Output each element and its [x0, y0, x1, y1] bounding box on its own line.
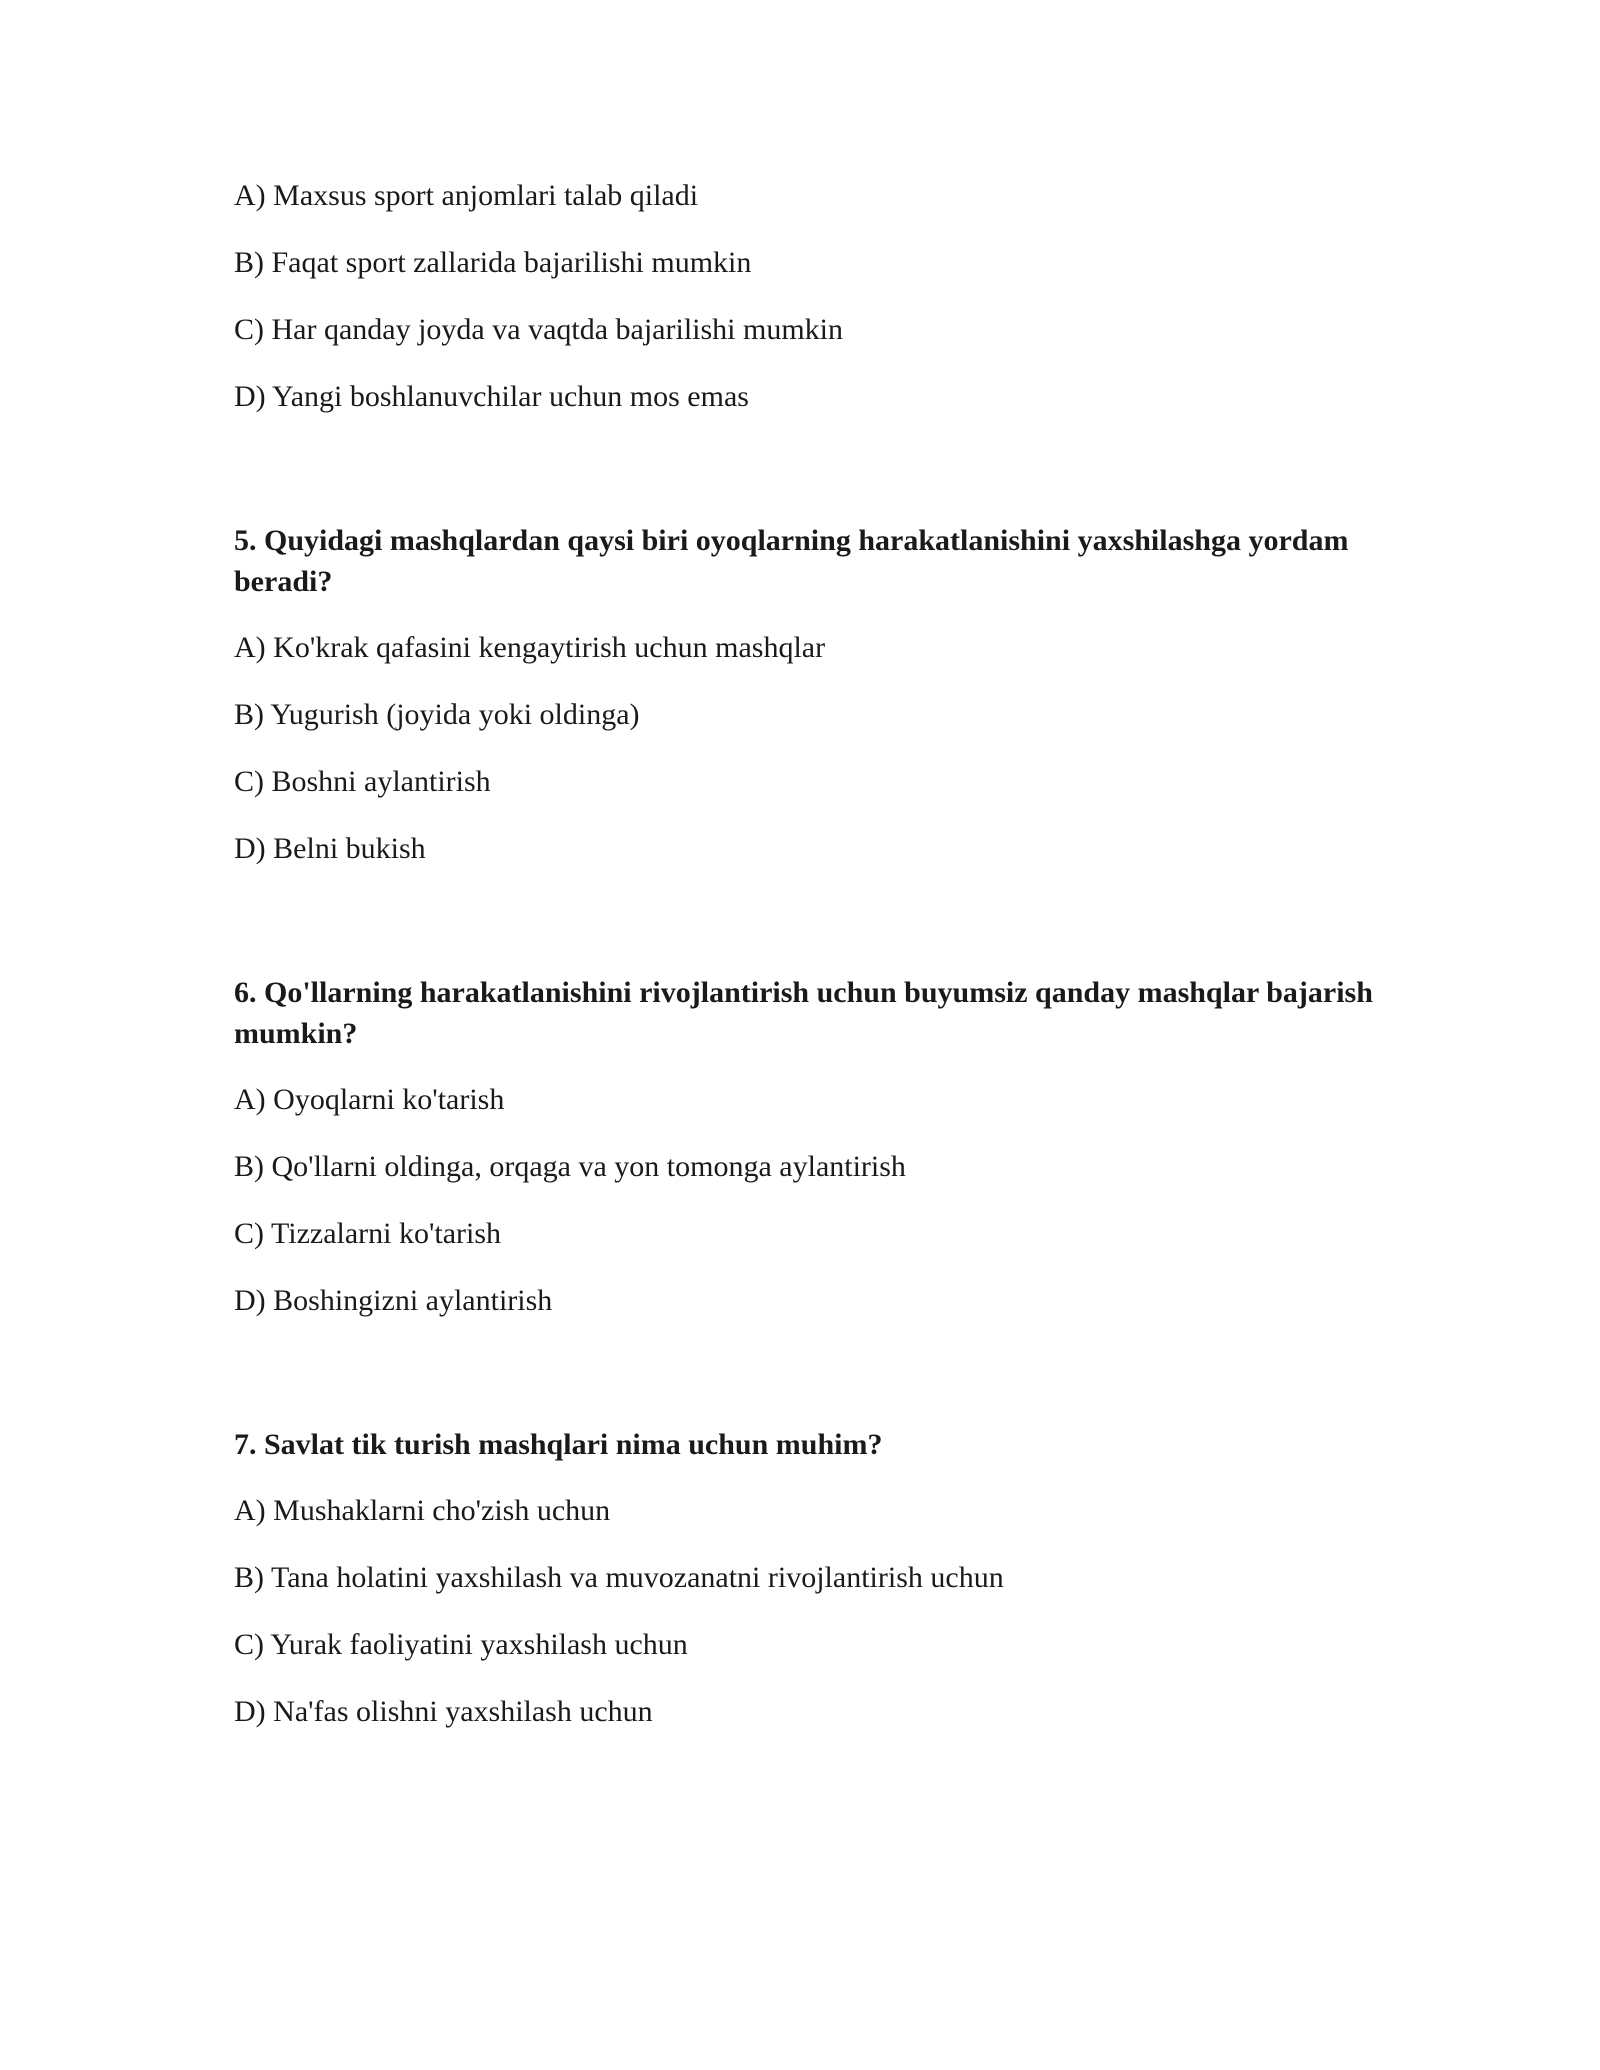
option-a: A) Ko'krak qafasini kengaytirish uchun mashqlar: [234, 631, 826, 664]
option-a: A) Oyoqlarni ko'tarish: [234, 1083, 505, 1116]
spacer: [234, 1348, 1374, 1424]
option-d: D) Belni bukish: [234, 832, 426, 865]
quiz-content: [234, 176, 1374, 1759]
question-6-text: 6. Qo'llarning harakatlanishini rivojlantirish uchun buyumsiz qanday mashqlar bajarish mumkin?: [234, 976, 1373, 1050]
option-d: D) Boshingizni aylantirish: [234, 1284, 553, 1317]
option-b: B) Tana holatini yaxshilash va muvozanatni rivojlantirish uchun: [234, 1561, 1004, 1594]
option-b: B) Faqat sport zallarida bajarilishi mumkin: [234, 246, 752, 279]
option-b: B) Yugurish (joyida yoki oldinga): [234, 698, 640, 731]
option-b: B) Qo'llarni oldinga, orqaga va yon tomonga aylantirish: [234, 1150, 906, 1183]
question-block-4-options: [234, 176, 1374, 417]
question-block-5: [234, 520, 1374, 869]
spacer: [234, 444, 1374, 520]
question-7-text: 7. Savlat tik turish mashqlari nima uchun muhim?: [234, 1428, 883, 1461]
option-a: A) Mushaklarni cho'zish uchun: [234, 1494, 611, 1527]
option-c: C) Tizzalarni ko'tarish: [234, 1217, 502, 1250]
option-c: C) Boshni aylantirish: [234, 765, 491, 798]
question-5-text: 5. Quyidagi mashqlardan qaysi biri oyoqlarning harakatlanishini yaxshilashga yordam beradi?: [234, 524, 1349, 598]
question-block-6: [234, 972, 1374, 1321]
option-c: C) Yurak faoliyatini yaxshilash uchun: [234, 1628, 688, 1661]
option-d: D) Yangi boshlanuvchilar uchun mos emas: [234, 380, 749, 413]
option-a: A) Maxsus sport anjomlari talab qiladi: [234, 179, 699, 212]
question-block-7: [234, 1424, 1374, 1732]
option-d: D) Na'fas olishni yaxshilash uchun: [234, 1695, 653, 1728]
option-c: C) Har qanday joyda va vaqtda bajarilishi mumkin: [234, 313, 844, 346]
spacer: [234, 896, 1374, 972]
